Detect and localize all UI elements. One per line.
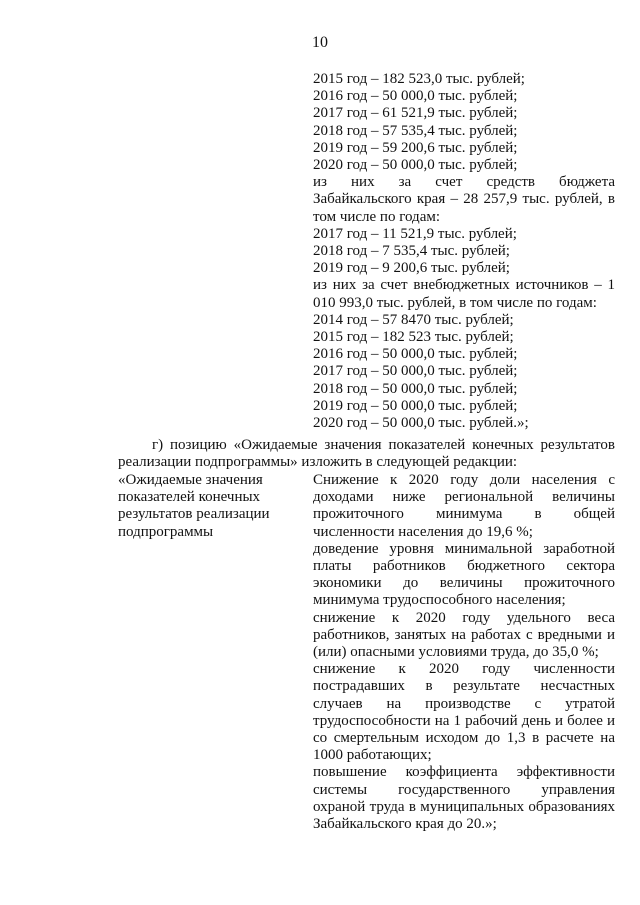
extrabudget-intro: из них за счет внебюджетных источников – 1 010 993,0 тыс. рублей, в том числе по годам: xyxy=(313,277,615,311)
financing-line: 2016 год – 50 000,0 тыс. рублей; xyxy=(313,88,518,105)
extrabudget-line: 2017 год – 50 000,0 тыс. рублей; xyxy=(313,363,518,380)
regional-budget-line: 2017 год – 11 521,9 тыс. рублей; xyxy=(313,225,517,242)
regional-budget-line: 2018 год – 7 535,4 тыс. рублей; xyxy=(313,243,510,260)
page-number: 10 xyxy=(312,34,328,51)
expected-result-item: снижение к 2020 году удельного веса работников, занятых на работах с вредными и (или) опасными условиями труда, до 35,0 %; xyxy=(313,609,615,661)
expected-result-item: снижение к 2020 году численности пострадавших в результате несчастных случаев на производстве с утратой трудоспособности на 1 рабочий день и более и со смертельным исходом до 1,3 в расчете на 1000 работающих; xyxy=(313,661,615,764)
extrabudget-line: 2018 год – 50 000,0 тыс. рублей; xyxy=(313,380,518,397)
amendment-instruction: г) позицию «Ожидаемые значения показателей конечных результатов реализации подпрограммы» изложить в следующей редакции: xyxy=(118,437,615,471)
financing-line: 2017 год – 61 521,9 тыс. рублей; xyxy=(313,105,518,122)
extrabudget-line: 2019 год – 50 000,0 тыс. рублей; xyxy=(313,397,518,414)
regional-budget-intro: из них за счет средств бюджета Забайкальского края – 28 257,9 тыс. рублей, в том числе по годам: xyxy=(313,174,615,225)
expected-result-item: Снижение к 2020 году доли населения с доходами ниже региональной величины прожиточного минимума в общей численности населения до 19,6 %; xyxy=(313,472,615,540)
financing-section xyxy=(313,71,615,432)
expected-result-item: повышение коэффициента эффективности системы государственного управления охраной труда в муниципальных образованиях Забайкальского края до 20.»; xyxy=(313,764,615,833)
expected-result-item: доведение уровня минимальной заработной платы работников бюджетного сектора экономики до величины прожиточного минимума трудоспособного населения; xyxy=(313,540,615,609)
extrabudget-line: 2014 год – 57 8470 тыс. рублей; xyxy=(313,311,514,328)
extrabudget-line: 2016 год – 50 000,0 тыс. рублей; xyxy=(313,346,518,363)
expected-results-label: «Ожидаемые значения показателей конечных результатов реализации подпрограммы xyxy=(118,472,270,540)
regional-budget-line: 2019 год – 9 200,6 тыс. рублей; xyxy=(313,260,510,277)
financing-line: 2019 год – 59 200,6 тыс. рублей; xyxy=(313,139,518,156)
expected-results-section xyxy=(313,472,615,833)
financing-line: 2015 год – 182 523,0 тыс. рублей; xyxy=(313,71,525,87)
financing-line: 2020 год – 50 000,0 тыс. рублей; xyxy=(313,157,518,174)
financing-line: 2018 год – 57 535,4 тыс. рублей; xyxy=(313,122,518,139)
extrabudget-line: 2020 год – 50 000,0 тыс. рублей.»; xyxy=(313,415,529,432)
extrabudget-line: 2015 год – 182 523 тыс. рублей; xyxy=(313,329,514,346)
